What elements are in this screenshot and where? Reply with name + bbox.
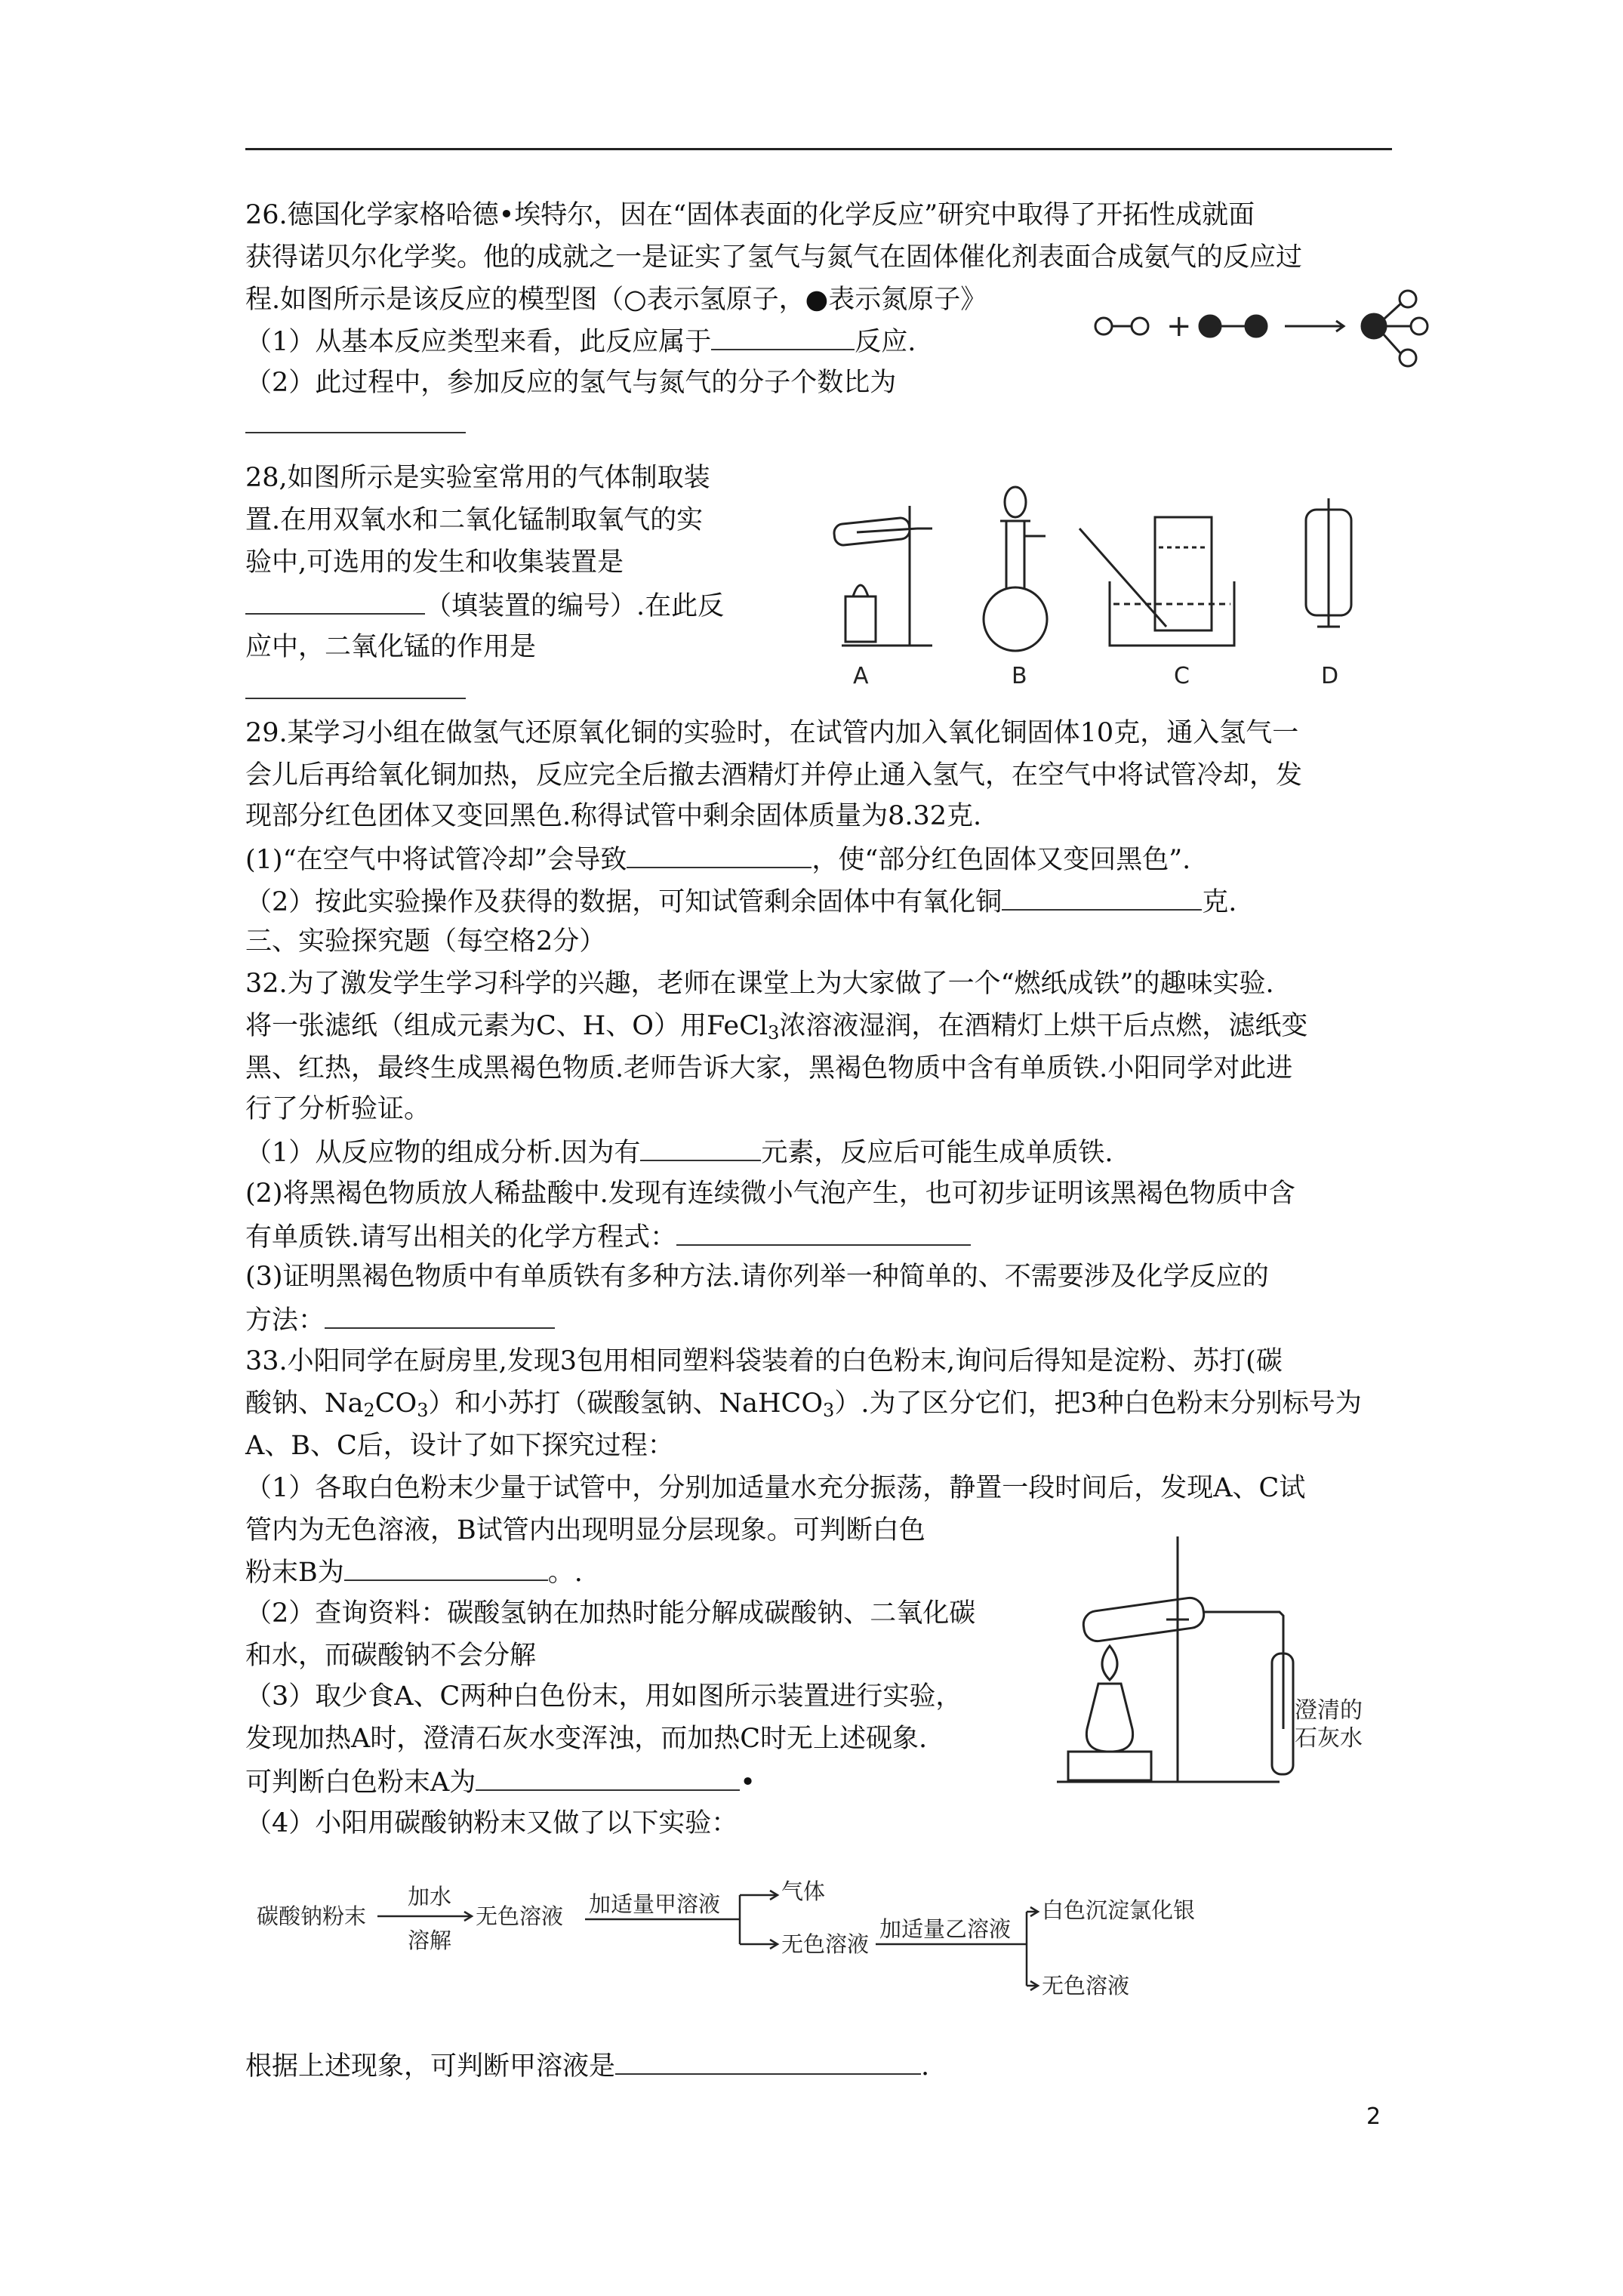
flow-reagent1: 加适量甲溶液 [589, 1891, 721, 1917]
q26-part2-answer [245, 406, 466, 442]
q32-part2-text: 有单质铁.请写出相关的化学方程式： [245, 1222, 677, 1253]
q33-line2-sub1: 2 [363, 1400, 375, 1421]
heating-apparatus-figure [1053, 1533, 1408, 1789]
q32-part3-line2 [245, 1302, 555, 1338]
q28-line4 [245, 587, 724, 624]
nitrogen-atom-icon [1246, 316, 1267, 337]
q29-part2-text: （2）按此实验操作及获得的数据，可知试管剩余固体中有氧化铜 [245, 887, 1002, 917]
page-number: 2 [1366, 2103, 1381, 2130]
apparatus-c [1079, 517, 1234, 646]
q28-line5: 应中，二氧化锰的作用是 [245, 632, 537, 662]
q33-part2-line1: （2）查询资料：碳酸氢钠在加热时能分解成碳酸钠、二氧化碳 [245, 1598, 976, 1629]
apparatus-label-b: B [1012, 663, 1027, 689]
q32-part2-line1: (2)将黑褐色物质放人稀盐酸中.发现有连续微小气泡产生，也可初步证明该黑褐色物质中含 [245, 1179, 1295, 1209]
apparatus-b [984, 487, 1047, 651]
flow-arrow1-top: 加水 [408, 1884, 452, 1909]
q33-line1: 33.小阳同学在厨房里,发现3包用相同塑料袋装着的白色粉末,询问后得知是淀粉、苏打(碳 [245, 1346, 1283, 1376]
flow-reagent2: 加适量乙溶液 [879, 1916, 1012, 1942]
q32-part2-line2 [245, 1219, 971, 1255]
apparatus-label-d: D [1321, 663, 1339, 689]
q28-line6 [245, 672, 466, 708]
hydrogen-atom-icon [1095, 318, 1112, 334]
q29-line1: 29.某学习小组在做氢气还原氧化铜的实验时，在试管内加入氧化铜固体10克，通入氢气一 [245, 718, 1299, 748]
hydrogen-atom-icon [1132, 318, 1148, 334]
q26-line1: 26.德国化学家格哈德•埃特尔，因在“固体表面的化学反应”研究中取得了开拓性成就面 [245, 200, 1255, 230]
gas-apparatus-figure [812, 476, 1393, 695]
q33-line2 [245, 1386, 1362, 1428]
limewater-label-line2: 石灰水 [1295, 1725, 1363, 1752]
q29-part2-blank[interactable] [1002, 883, 1202, 911]
q32-method-blank[interactable] [325, 1302, 555, 1329]
q32-part1-suffix: 元素，反应后可能生成单质铁. [761, 1138, 1113, 1168]
q28-catalyst-blank[interactable] [245, 672, 466, 699]
q32-line1: 32.为了激发学生学习科学的兴趣，老师在课堂上为大家做了一个“燃纸成铁”的趣味实验. [245, 969, 1274, 999]
q29-part2 [245, 883, 1236, 920]
q32-line2 [245, 1009, 1307, 1050]
apparatus-label-a: A [853, 663, 869, 689]
q32-line2-a: 将一张滤纸（组成元素为C、H、O）用FeCl [245, 1011, 768, 1041]
flow-arrow1-bottom: 溶解 [408, 1928, 452, 1953]
q28-line2: 置.在用双氧水和二氧化锰制取氧气的实 [245, 505, 704, 535]
q33-line2-d: ）.为了区分它们，把3种白色粉末分别标号为 [834, 1388, 1362, 1419]
q33-part3-line2: 发现加热A时，澄清石灰水变浑浊，而加热C时无上述砚象. [245, 1724, 928, 1754]
q33-final-text: 根据上述现象，可判断甲溶液是 [245, 2051, 616, 2082]
q33-part4: （4）小阳用碳酸钠粉末又做了以下实验： [245, 1808, 738, 1838]
molecule-model-diagram [1087, 291, 1442, 381]
q28-line4-text: （填装置的编号）.在此反 [425, 591, 725, 621]
header-rule [245, 148, 1392, 150]
q29-part1-blank[interactable] [627, 841, 812, 868]
q26-part1-blank[interactable] [711, 323, 855, 350]
q29-part2-suffix: 克. [1202, 887, 1237, 917]
nitrogen-atom-icon [1200, 316, 1221, 337]
q29-line3: 现部分红色团体又变回黑色.称得试管中剩余固体质量为8.32克. [245, 801, 982, 831]
q33-part2-line2: 和水，而碳酸钠不会分解 [245, 1641, 537, 1671]
flow-start: 碳酸钠粉末 [257, 1903, 367, 1929]
q29-line2: 会儿后再给氧化铜加热，反应完全后撤去酒精灯并停止通入氢气，在空气中将试管冷却，发 [245, 760, 1303, 791]
q33-part3-text: 可判断白色粉末A为 [245, 1767, 476, 1798]
q33-line3: A、B、C后，设计了如下探究过程： [245, 1431, 674, 1461]
q29-part1-suffix: ，使“部分红色固体又变回黑色”. [812, 845, 1191, 875]
q32-part3-text: 方法： [245, 1305, 325, 1336]
q33-line2-b: CO [374, 1388, 417, 1419]
apparatus-a [833, 506, 932, 646]
q33-part3-suffix: • [740, 1767, 756, 1798]
q28-line3: 验中,可选用的发生和收集装置是 [245, 547, 624, 578]
q26-part1-text: （1）从基本反应类型来看，此反应属于 [245, 327, 712, 357]
limewater-label-line1: 澄清的 [1295, 1697, 1363, 1724]
q32-line3: 黑、红热，最终生成黑褐色物质.老师告诉大家，黑褐色物质中含有单质铁.小阳同学对此进 [245, 1053, 1293, 1083]
q33-part1-suffix: 。. [547, 1558, 583, 1588]
q33-part1-line2: 管内为无色溶液，B试管内出现明显分层现象。可判断白色 [245, 1515, 925, 1546]
flow-solution3: 无色溶液 [1042, 1973, 1130, 1999]
nitrogen-atom-icon [1362, 314, 1386, 338]
q29-part1-text: (1)“在空气中将试管冷却”会导致 [245, 845, 627, 875]
q33-part1-line3 [245, 1554, 583, 1590]
q26-line2: 获得诺贝尔化学奖。他的成就之一是证实了氢气与氮气在固体催化剂表面合成氨气的反应过 [245, 242, 1303, 273]
q33-part1-text: 粉末B为 [245, 1558, 344, 1588]
arrow-icon [1285, 321, 1344, 331]
flow-solution1: 无色溶液 [476, 1903, 564, 1929]
q33-solution-jia-blank[interactable] [615, 2048, 921, 2075]
q32-line2-sub: 3 [768, 1022, 780, 1043]
q33-part3-line1: （3）取少食A、C两种白色份末，用如图所示装置进行实验， [245, 1681, 962, 1712]
flow-solution2: 无色溶液 [781, 1931, 870, 1957]
q26-part2: （2）此过程中，参加反应的氢气与氮气的分子个数比为 [245, 368, 897, 398]
q32-part3-line1: (3)证明黑褐色物质中有单质铁有多种方法.请你列举一种简单的、不需要涉及化学反应的 [245, 1262, 1269, 1292]
q33-part3-line3 [245, 1764, 756, 1800]
q33-line2-sub3: 3 [823, 1400, 835, 1421]
q28-apparatus-blank[interactable] [245, 587, 425, 615]
reaction-flow-diagram [253, 1872, 1249, 2008]
q33-line2-c: ）和小苏打（碳酸氢钠、NaHCO [428, 1388, 824, 1419]
q33-line2-a: 酸钠、Na [245, 1388, 364, 1419]
q33-powder-b-blank[interactable] [344, 1554, 548, 1581]
q28-line1: 28,如图所示是实验室常用的气体制取装 [245, 463, 710, 493]
section-three-heading: 三、实验探究题（每空格2分） [245, 926, 606, 957]
hydrogen-atom-icon [1400, 350, 1416, 366]
q32-line2-b: 浓溶液湿润，在酒精灯上烘干后点燃，滤纸变 [779, 1011, 1308, 1041]
q32-part1-blank[interactable] [640, 1134, 761, 1161]
flame-icon [1102, 1646, 1117, 1680]
q32-equation-blank[interactable] [676, 1219, 971, 1246]
q29-part1 [245, 841, 1190, 877]
q26-part1 [245, 323, 916, 359]
flow-gas: 气体 [781, 1878, 826, 1904]
q33-final-suffix: . [921, 2051, 930, 2082]
flow-precipitate: 白色沉淀氯化银 [1042, 1897, 1196, 1923]
q33-powder-a-blank[interactable] [476, 1764, 740, 1791]
apparatus-d [1306, 498, 1351, 627]
svg-text:+: + [1166, 309, 1192, 344]
q32-part1-text: （1）从反应物的组成分析.因为有 [245, 1138, 641, 1168]
q26-part2-blank[interactable] [245, 406, 466, 433]
apparatus-label-c: C [1174, 663, 1190, 689]
q33-line2-sub2: 3 [417, 1400, 429, 1421]
q26-part1-suffix: 反应. [855, 327, 916, 357]
hydrogen-atom-icon [1411, 318, 1427, 334]
q26-line3: 程.如图所示是该反应的模型图（○表示氢原子，●表示氮原子》 [245, 285, 987, 315]
q32-line4: 行了分析验证。 [245, 1094, 431, 1124]
q33-final [245, 2048, 929, 2084]
q32-part1 [245, 1134, 1113, 1170]
hydrogen-atom-icon [1400, 291, 1416, 307]
q33-part1-line1: （1）各取白色粉末少量于试管中，分别加适量水充分振荡，静置一段时间后，发现A、C试 [245, 1473, 1306, 1503]
